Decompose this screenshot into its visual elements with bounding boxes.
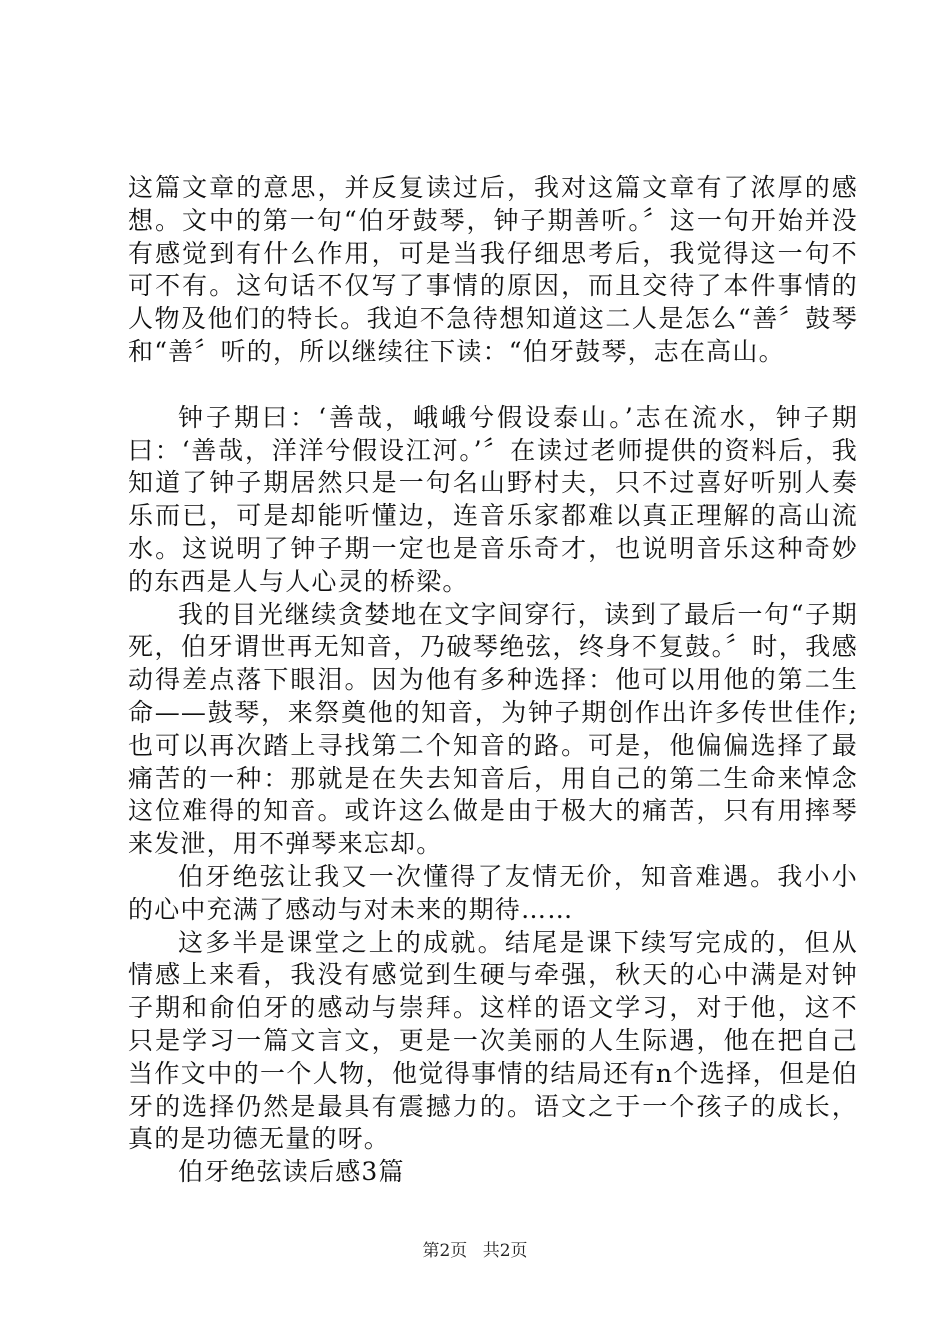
paragraph-1: 这篇文章的意思，并反复读过后，我对这篇文章有了浓厚的感想。文中的第一句“伯牙鼓琴，钟子期善听。〞这一句开始并没有感觉到有什么作用，可是当我仔细思考后，我觉得这一句不可不有。这句话不仅写了事情的原因，而且交待了本件事情的人物及他们的特长。我迫不急待想知道这二人是怎么“善〞鼓琴和“善〞听的，所以继续往下读：“伯牙鼓琴，志在高山。 xyxy=(128,173,858,366)
paragraph-4: 伯牙绝弦让我又一次懂得了友情无价，知音难遇。我小小的心中充满了感动与对未来的期待…… xyxy=(128,861,858,924)
paragraph-2: 钟子期曰：‘善哉，峨峨兮假设泰山。’志在流水，钟子期曰：‘善哉，洋洋兮假设江河。’〞在读过老师提供的资料后，我知道了钟子期居然只是一句名山野村夫，只不过喜好听别人奏乐而已，可是却能听懂边，连音乐家都难以真正理解的高山流水。这说明了钟子期一定也是音乐奇才，也说明音乐这种奇妙的东西是人与人心灵的桥梁。 xyxy=(128,402,858,596)
page-footer xyxy=(0,1240,950,1262)
paragraph-gap xyxy=(128,369,858,402)
paragraph-3: 我的目光继续贪婪地在文字间穿行，读到了最后一句“子期死，伯牙谓世再无知音，乃破琴绝弦，终身不复鼓。〞时，我感动得差点落下眼泪。因为他有多种选择：他可以用他的第二生命——鼓琴，来祭奠他的知音，为钟子期创作出许多传世佳作;也可以再次踏上寻找第二个知音的路。可是，他偏偏选择了最痛苦的一种：那就是在失去知音后，用自己的第二生命来悼念这位难得的知音。或许这么做是由于极大的痛苦，只有用摔琴来发泄，用不弹琴来忘却。 xyxy=(128,599,858,859)
page-total: 共2页 xyxy=(482,1241,528,1261)
paragraph-5: 这多半是课堂之上的成就。结尾是课下续写完成的，但从情感上来看，我没有感觉到生硬与牵强，秋天的心中满是对钟子期和俞伯牙的感动与崇拜。这样的语文学习，对于他，这不只是学习一篇文言文，更是一次美丽的人生际遇，他在把自己当作文中的一个人物，他觉得事情的结局还有n个选择，但是伯牙的选择仍然是最具有震撼力的。语文之于一个孩子的成长，真的是功德无量的呀。 xyxy=(128,927,858,1154)
paragraph-6-title: 伯牙绝弦读后感3篇 xyxy=(178,1157,405,1187)
document-body xyxy=(128,172,858,1189)
page-number: 第2页 xyxy=(422,1241,468,1261)
